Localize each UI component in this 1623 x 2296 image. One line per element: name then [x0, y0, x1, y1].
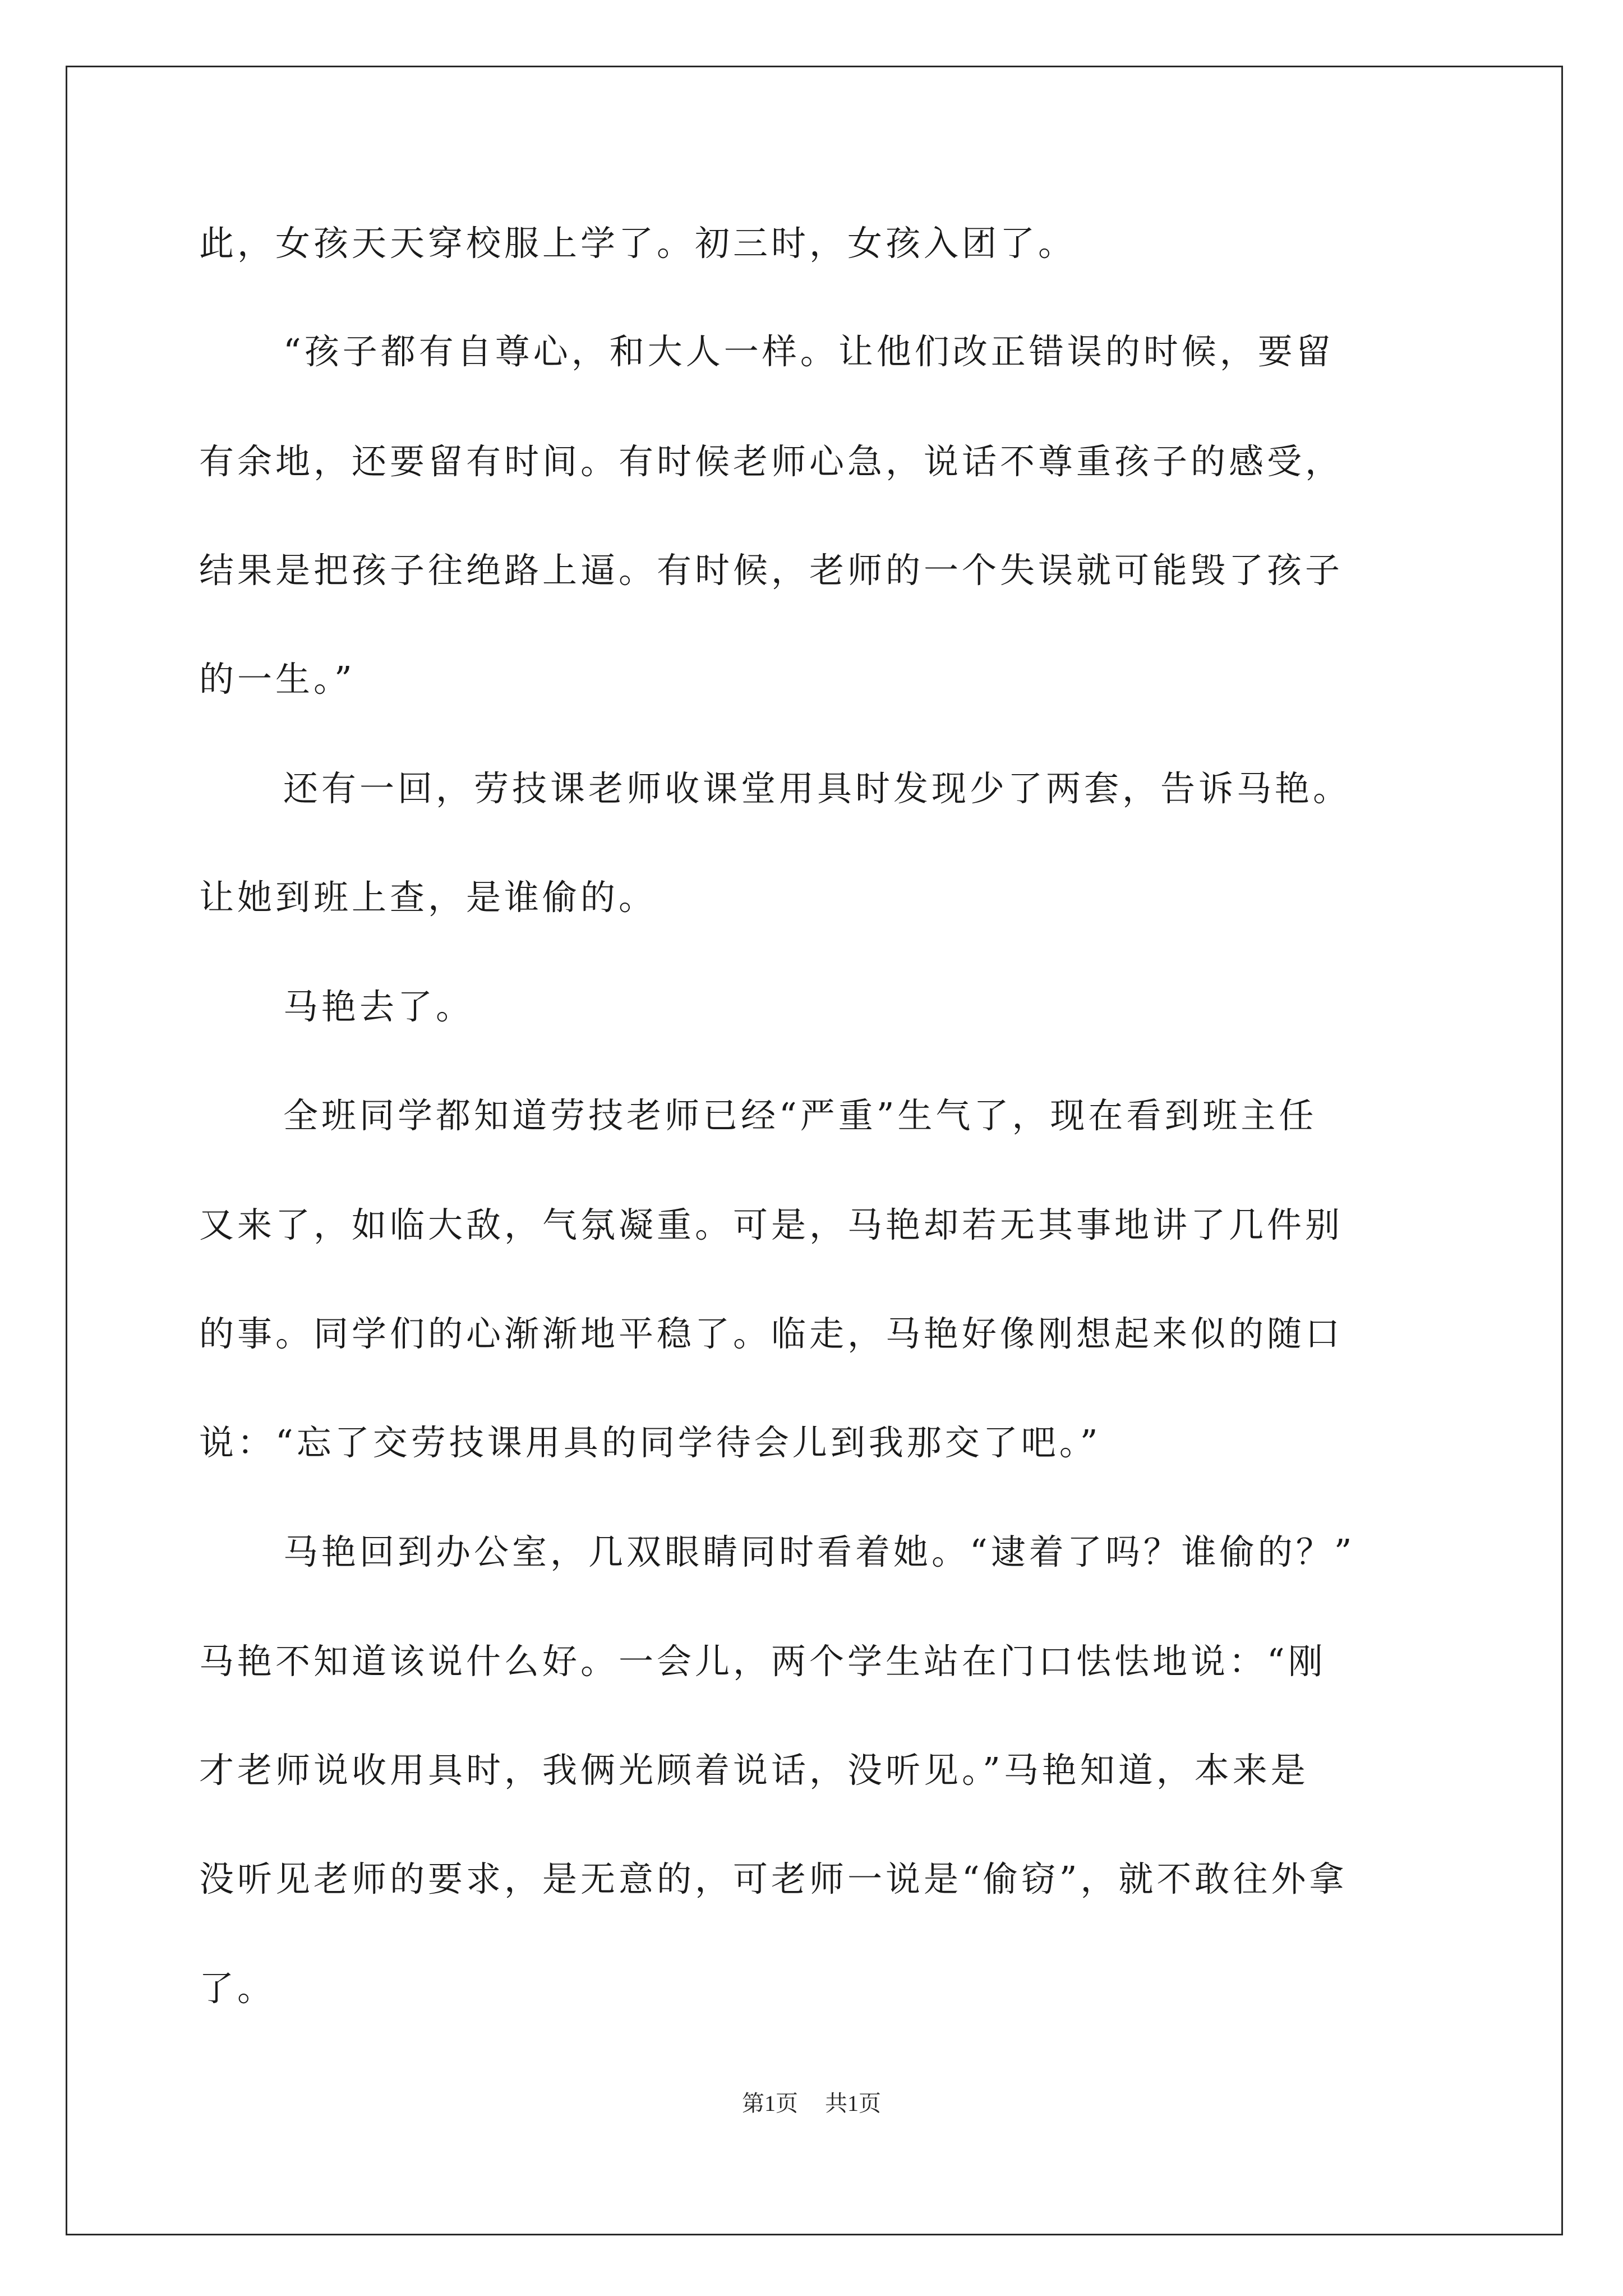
text-line: 结果是把孩子往绝路上逼。有时候，老师的一个失误就可能毁了孩子 — [199, 550, 1344, 591]
page-border — [66, 66, 1563, 2235]
text-line: 才老师说收用具时，我俩光顾着说话，没听见。”马艳知道，本来是 — [199, 1750, 1309, 1791]
text-line: 还有一回，劳技课老师收课堂用具时发现少了两套，告诉马艳。 — [283, 768, 1352, 809]
text-line: 的一生。” — [199, 659, 356, 700]
text-line: 了。 — [199, 1968, 276, 2009]
text-line: 马艳去了。 — [283, 986, 474, 1027]
page-number: 第1页 — [742, 2091, 798, 2116]
text-line: 没听见老师的要求，是无意的，可老师一说是“偷窃”，就不敢往外拿 — [199, 1858, 1348, 1899]
text-line: 的事。同学们的心渐渐地平稳了。临走，马艳好像刚想起来似的随口 — [199, 1313, 1344, 1354]
text-line: 马艳不知道该说什么好。一会儿，两个学生站在门口怯怯地说：“刚 — [199, 1641, 1326, 1682]
text-line: “孩子都有自尊心，和大人一样。让他们改正错误的时候，要留 — [283, 331, 1334, 372]
text-line: 此，女孩天天穿校服上学了。初三时，女孩入团了。 — [199, 223, 1077, 264]
text-line: 马艳回到办公室，几双眼睛同时看着她。“逮着了吗？谁偷的？” — [283, 1531, 1355, 1572]
text-line: 有余地，还要留有时间。有时候老师心急，说话不尊重孩子的感受， — [199, 441, 1344, 482]
text-line: 又来了，如临大敌，气氛凝重。可是，马艳却若无其事地讲了几件别 — [199, 1204, 1344, 1245]
text-line: 说：“忘了交劳技课用具的同学待会儿到我那交了吧。” — [199, 1422, 1101, 1463]
page-total: 共1页 — [825, 2091, 881, 2116]
text-line: 让她到班上查，是谁偷的。 — [199, 877, 657, 918]
page-footer — [0, 2090, 1623, 2118]
text-line: 全班同学都知道劳技老师已经“严重”生气了，现在看到班主任 — [283, 1095, 1317, 1136]
